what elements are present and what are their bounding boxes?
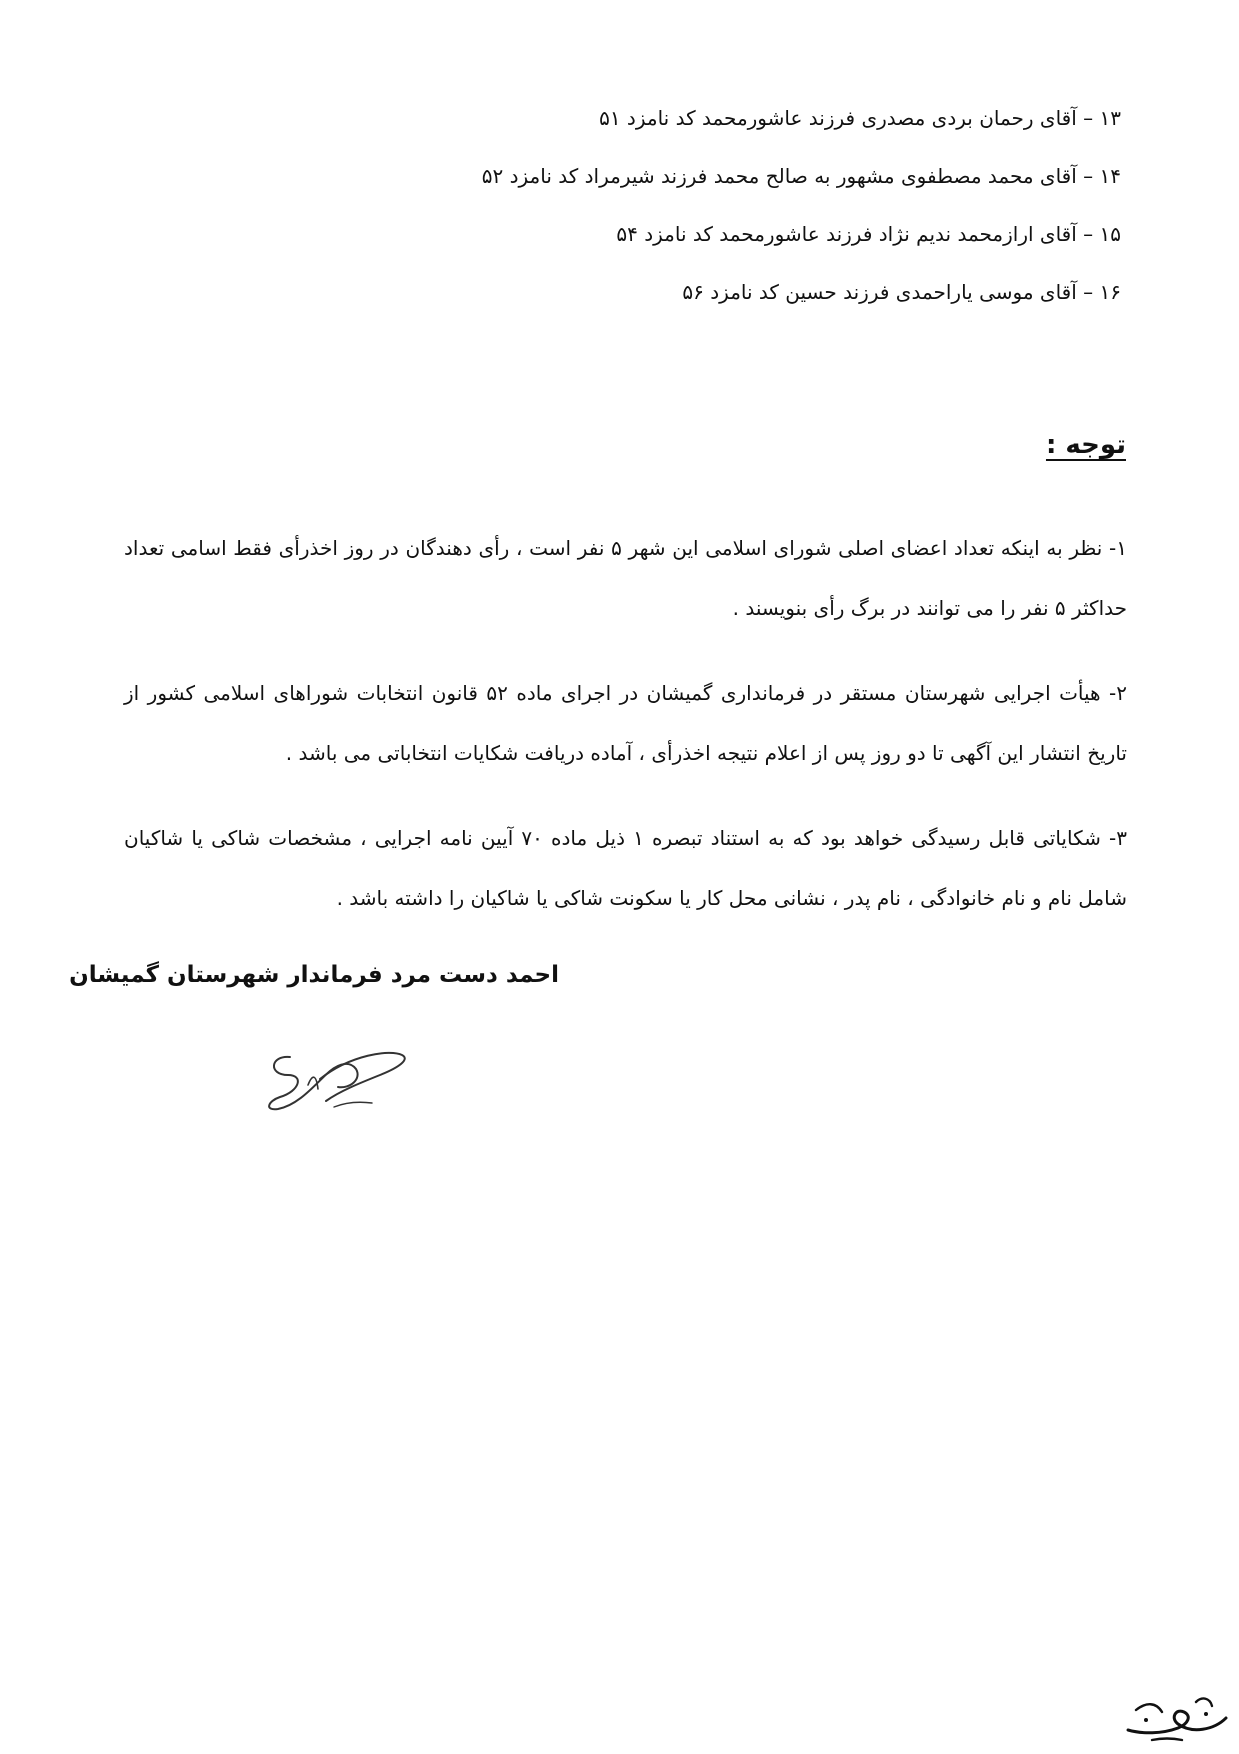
candidate-item: ۱۴ – آقای محمد مصطفوی مشهور به صالح محمد فرزند شیرمراد کد نامزد ۵۲ bbox=[481, 164, 1121, 188]
signature-icon bbox=[260, 1045, 420, 1125]
signer-line: احمد دست مرد فرماندار شهرستان گمیشان bbox=[69, 962, 559, 988]
notice-item: ۳- شکایاتی قابل رسیدگی خواهد بود که به استناد تبصره ۱ ذیل ماده ۷۰ آیین نامه اجرایی ، مشخصات شاکی یا شاکیان شامل نام و نام خانوادگی ، نام پدر ، نشانی محل کار یا سکونت شاکی یا شاکیان را داشته باشد . bbox=[124, 826, 1127, 910]
candidate-item: ۱۳ – آقای رحمان بردی مصدری فرزند عاشورمحمد کد نامزد ۵۱ bbox=[599, 106, 1121, 130]
candidate-list bbox=[221, 103, 1121, 335]
notice-heading: توجه : bbox=[1045, 430, 1126, 460]
candidate-item: ۱۶ – آقای موسی یاراحمدی فرزند حسین کد نامزد ۵۶ bbox=[682, 280, 1121, 304]
notice-item: ۲- هیأت اجرایی شهرستان مستقر در فرمانداری گمیشان در اجرای ماده ۵۲ قانون انتخابات شوراهای اسلامی کشور از تاریخ انتشار این آگهی تا دو روز پس از اعلام نتیجه اخذرأی ، آماده دریافت شکایات انتخاباتی می باشد . bbox=[124, 681, 1128, 765]
notice-item: ۱- نظر به اینکه تعداد اعضای اصلی شورای اسلامی این شهر ۵ نفر است ، رأی دهندگان در روز اخذرأی فقط اسامی تعداد حداکثر ۵ نفر را می توانند در برگ رأی بنویسند . bbox=[124, 536, 1127, 620]
notice-items bbox=[124, 518, 1127, 953]
watermark-logo-icon bbox=[1122, 1690, 1232, 1745]
candidate-item: ۱۵ – آقای ارازمحمد ندیم نژاد فرزند عاشورمحمد کد نامزد ۵۴ bbox=[616, 222, 1121, 246]
